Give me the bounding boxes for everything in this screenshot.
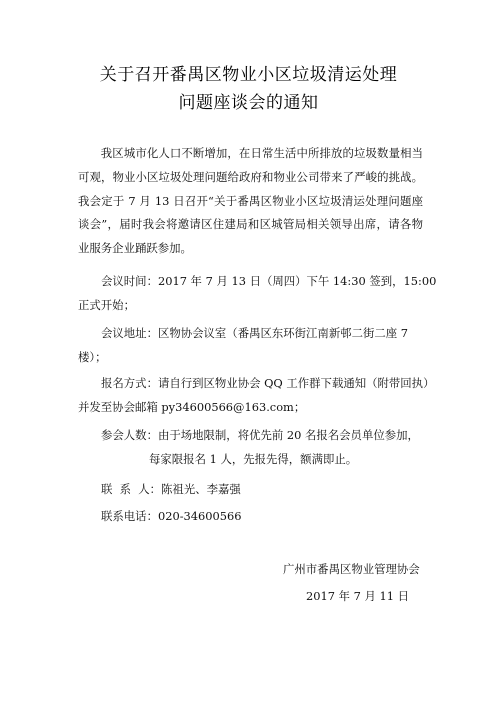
contact-person: 联 系 人：陈祖光、李嘉强 <box>101 482 241 496</box>
registration-block <box>78 372 435 420</box>
contact-phone-block <box>78 505 423 529</box>
meeting-time-line-1: 会议时间：2017 年 7 月 13 日（周四）下午 14:30 签到，15:00 <box>101 274 437 288</box>
contact-person-block <box>78 478 423 502</box>
title-line-2: 问题座谈会的通知 <box>178 93 319 113</box>
attendees-line-1: 参会人数：由于场地限制，将优先前 20 名报名会员单位参加， <box>101 428 419 442</box>
attendees-block <box>78 424 423 472</box>
registration-line-1: 报名方式：请自行到区物业协会 QQ 工作群下载通知（附带回执） <box>101 376 435 390</box>
attendees-line-2: 每家限报名 1 人，先报先得，额满即止。 <box>149 451 358 466</box>
meeting-time-block <box>78 270 437 318</box>
registration-line-2: 并发至协会邮箱 py34600566@163.com； <box>78 399 306 414</box>
signature-org: 广州市番禺区物业管理协会 <box>283 562 420 576</box>
meeting-time-line-2: 正式开始； <box>78 297 135 312</box>
title-line-1: 关于召开番禺区物业小区垃圾清运处理 <box>99 65 398 85</box>
meeting-place-block <box>78 322 423 370</box>
signature-date: 2017 年 7 月 11 日 <box>306 589 410 603</box>
meeting-place-line-2: 楼）； <box>78 349 107 364</box>
meeting-place-line-1: 会议地址：区物协会议室（番禺区东环街江南新邨二街二座 7 <box>101 326 409 340</box>
intro-paragraph: 我区城市化人口不断增加，在日常生活中所排放的垃圾数量相当可观，物业小区垃圾处理问题给政府和物业公司带来了严峻的挑战。我会定于 7 月 13 日召开“关于番禺区物业小区垃圾清运处理问题座谈会”，届时我会将邀请区住建局和区城管局相关领导出席，请各物业服务企业踊跃参加。 <box>78 146 423 256</box>
intro-paragraph-block <box>78 142 423 261</box>
contact-phone: 联系电话：020-34600566 <box>101 509 242 523</box>
